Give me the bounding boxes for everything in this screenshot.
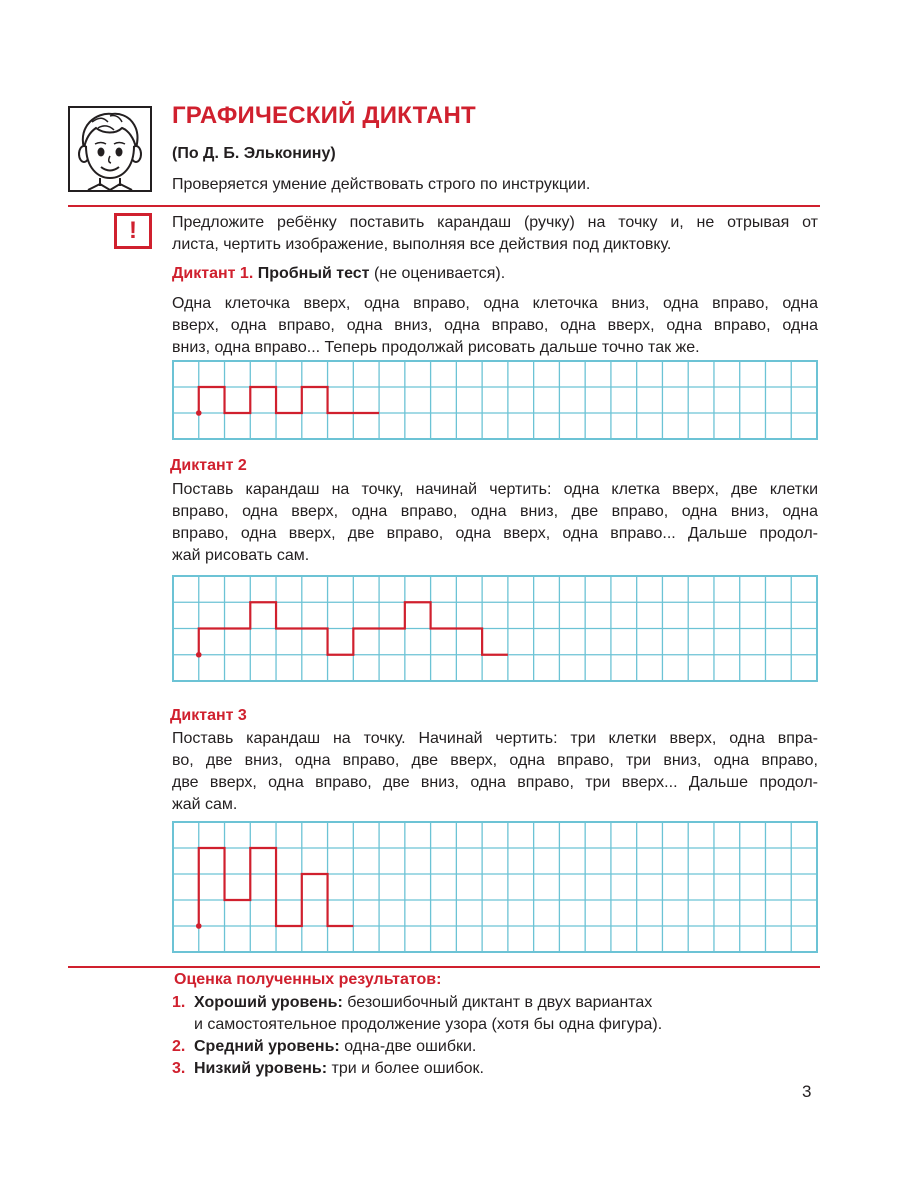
dictation1-heading-title: Пробный тест (257, 265, 370, 282)
page-subtitle: (По Д. Б. Эльконину) (172, 145, 336, 162)
instruction-text (172, 212, 818, 256)
evaluation-item (172, 992, 662, 1014)
dictation3-heading: Диктант 3 (170, 707, 247, 724)
page-lead: Проверяется умение действовать строго по инструкции. (172, 176, 591, 193)
start-dot (196, 652, 202, 658)
dictation2-line: жай рисовать сам. (172, 547, 310, 564)
bottom-divider (68, 966, 820, 968)
pattern-path (199, 848, 354, 926)
pattern-path (199, 387, 379, 413)
dictation1-grid (172, 360, 818, 440)
dictation1-text (172, 293, 818, 359)
dictation2-grid (172, 575, 818, 682)
evaluation-item-number: 3. (172, 1060, 186, 1077)
dictation2-line: Поставь карандаш на точку, начинай чертить: одна клетка вверх, две клетки (172, 481, 818, 498)
evaluation-item-number: 2. (172, 1038, 186, 1055)
evaluation-item-number: 1. (172, 994, 186, 1011)
start-dot (196, 923, 202, 929)
start-dot (196, 410, 202, 416)
top-divider (68, 205, 820, 207)
dictation1-heading (172, 265, 505, 283)
evaluation-item (172, 1058, 662, 1080)
evaluation-item-text: три и более ошибок. (331, 1060, 484, 1077)
evaluation-item-label: Средний уровень: (194, 1038, 340, 1055)
dictation3-line: жай сам. (172, 796, 238, 813)
evaluation-item-label: Низкий уровень: (194, 1060, 328, 1077)
dictation3-line: две вверх, одна вправо, две вниз, одна вправо, три вверх... Дальше продол- (172, 774, 818, 791)
avatar-frame (68, 106, 152, 192)
page-number: 3 (802, 1082, 812, 1101)
dictation3-text (172, 728, 818, 816)
evaluation-item-text: одна-две ошибки. (344, 1038, 477, 1055)
dictation1-heading-label: Диктант 1. (172, 265, 254, 282)
evaluation-list (172, 992, 662, 1080)
evaluation-heading: Оценка полученных результатов: (174, 971, 442, 988)
dictation3-line: во, две вниз, одна вправо, две вверх, одна вправо, три вниз, одна вправо, (172, 752, 818, 769)
dictation1-heading-note: (не оценивается). (373, 265, 506, 282)
dictation2-heading: Диктант 2 (170, 457, 247, 474)
dictation1-line: вниз, одна вправо... Теперь продолжай рисовать дальше точно так же. (172, 339, 700, 356)
evaluation-item-text: безошибочный диктант в двух вариантах (347, 994, 653, 1011)
evaluation-item (172, 1036, 662, 1058)
instruction-line: Предложите ребёнку поставить карандаш (ручку) на точку и, не отрывая от (172, 214, 818, 231)
instruction-line: листа, чертить изображение, выполняя все действия под диктовку. (172, 236, 672, 253)
dictation3-grid (172, 821, 818, 953)
child-face-icon (70, 108, 150, 190)
dictation2-line: вправо, одна вверх, две вправо, одна вверх, одна вправо... Дальше продол- (172, 525, 818, 542)
dictation3-line: Поставь карандаш на точку. Начинай чертить: три клетки вверх, одна впра- (172, 730, 818, 747)
dictation2-text (172, 479, 818, 567)
page-title: ГРАФИЧЕСКИЙ ДИКТАНТ (172, 102, 476, 129)
dictation1-line: вверх, одна вправо, одна вниз, одна вправо, одна вверх, одна вправо, одна (172, 317, 818, 334)
evaluation-item-continuation: и самостоятельное продолжение узора (хотя бы одна фигура). (194, 1016, 663, 1033)
dictation1-line: Одна клеточка вверх, одна вправо, одна клеточка вниз, одна вправо, одна (172, 295, 818, 312)
evaluation-item-label: Хороший уровень: (194, 994, 343, 1011)
dictation2-line: вправо, одна вверх, одна вправо, одна вниз, две вправо, одна вниз, одна (172, 503, 818, 520)
exclamation-icon: ! (114, 213, 152, 249)
